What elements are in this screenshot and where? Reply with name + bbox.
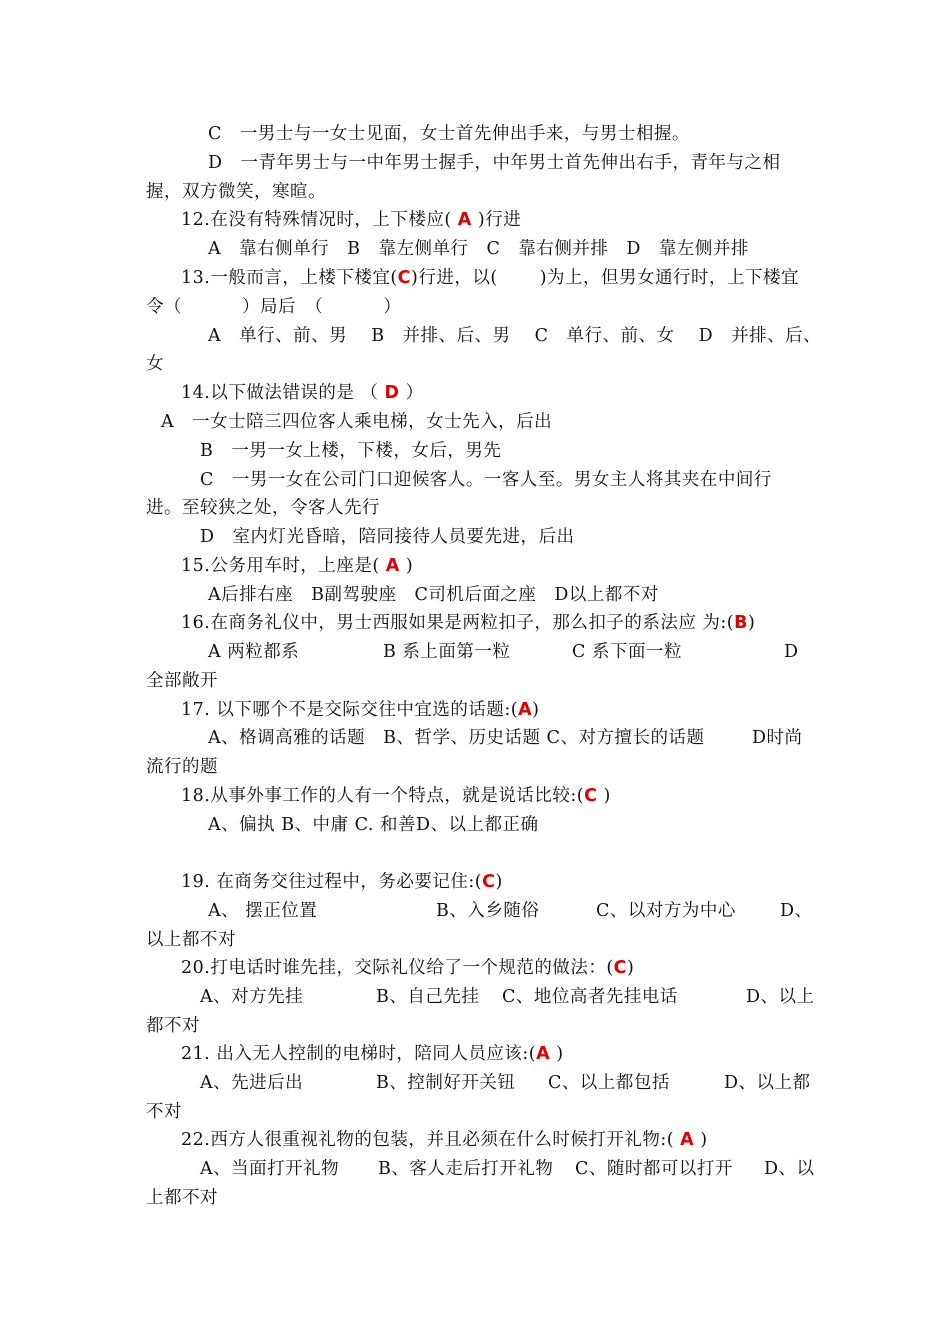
answer-14: D [384,383,400,403]
option-17d-cont: 流行的题 [146,757,218,777]
option-22d: D、以 [764,1159,815,1179]
option-20c: C、地位高者先挂电话 [502,987,678,1007]
options-18: A、偏执 B、中庸 C. 和善D、以上都正确 [208,815,539,835]
question-13: 13.一般而言，上楼下楼宜(C)行进，以( )为上，但男女通行时，上下楼宜 [181,268,800,288]
answer-16: B [734,613,748,633]
question-13-cont: 令（ ）局后 （ ） [146,297,402,317]
option-16d: D [784,642,799,662]
option-22d-cont: 上都不对 [146,1188,218,1208]
options-17: A、格调高雅的话题 B、哲学、历史话题 C、对方擅长的话题 [208,728,705,748]
answer-12: A [457,210,472,230]
question-12: 12.在没有特殊情况时，上下楼应( A )行进 [181,210,522,230]
options-13-cont: 女 [146,354,164,374]
option-19d-cont: 以上都不对 [146,930,236,950]
question-19: 19. 在商务交往过程中，务必要记住:(C) [181,872,503,892]
answer-15: A [385,556,400,576]
option-22a: A、当面打开礼物 [200,1159,340,1179]
option-19b: B、入乡随俗 [436,901,540,921]
option-11d-cont: 握，双方微笑，寒暄。 [146,182,326,202]
option-22c: C、随时都可以打开 [575,1159,733,1179]
answer-20: C [613,958,628,978]
option-14b: B 一男一女上楼，下楼，女后，男先 [200,441,502,461]
option-20d: D、以上 [746,987,815,1007]
option-14a: A 一女士陪三四位客人乘电梯，女士先入，后出 [161,412,553,432]
answer-22: A [680,1130,695,1150]
options-13: A 单行、前、男 B 并排、后、男 C 单行、前、女 D 并排、后、 [208,326,822,346]
answer-13: C [397,268,412,288]
options-12: A 靠右侧单行 B 靠左侧单行 C 靠右侧并排 D 靠左侧并排 [208,239,749,259]
answer-17: A [518,700,533,720]
option-21c: C、以上都包括 [548,1073,670,1093]
option-16d-cont: 全部敞开 [146,671,218,691]
option-16a: A 两粒都系 [208,642,300,662]
option-16c: C 系下面一粒 [572,642,682,662]
answer-18: C [584,786,598,806]
option-14c-cont: 进。至较狭之处，令客人先行 [146,498,380,518]
question-15: 15.公务用车时，上座是( A ) [181,556,414,576]
option-16b: B 系上面第一粒 [383,642,511,662]
option-21d-cont: 不对 [146,1102,182,1122]
option-17d: D时尚 [752,728,803,748]
option-20b: B、自己先挂 [376,987,480,1007]
answer-21: A [536,1044,551,1064]
option-22b: B、客人走后打开礼物 [378,1159,554,1179]
option-21d: D、以上都 [724,1073,811,1093]
option-20a: A、对方先挂 [200,987,304,1007]
option-11c: C 一男士与一女士见面，女士首先伸出手来，与男士相握。 [208,124,690,144]
options-15: A后排右座 B副驾驶座 C司机后面之座 D以上都不对 [208,585,659,605]
question-22: 22.西方人很重视礼物的包装，并且必须在什么时候打开礼物:( A ) [181,1130,708,1150]
option-20d-cont: 都不对 [146,1016,200,1036]
question-20: 20.打电话时谁先挂，交际礼仪给了一个规范的做法：(C) [181,958,635,978]
option-21b: B、控制好开关钮 [376,1073,516,1093]
option-19c: C、以对方为中心 [596,901,736,921]
question-21: 21. 出入无人控制的电梯时，陪同人员应该:(A ) [181,1044,564,1064]
option-14c: C 一男一女在公司门口迎候客人。一客人至。男女主人将其夹在中间行 [200,470,772,490]
option-19a: A、 摆正位置 [208,901,318,921]
question-14: 14.以下做法错误的是 （ D ） [181,383,424,403]
option-14d: D 室内灯光昏暗，陪同接待人员要先进，后出 [200,527,575,547]
question-17: 17. 以下哪个不是交际交往中宜选的话题:(A) [181,700,540,720]
question-18: 18.从事外事工作的人有一个特点，就是说话比较:(C ) [181,786,611,806]
option-21a: A、先进后出 [200,1073,304,1093]
option-11d: D 一青年男士与一中年男士握手，中年男士首先伸出右手，青年与之相 [208,153,781,173]
question-16: 16.在商务礼仪中，男士西服如果是两粒扣子，那么扣子的系法应 为:(B) [181,613,756,633]
answer-19: C [482,872,496,892]
option-19d: D、 [780,901,813,921]
